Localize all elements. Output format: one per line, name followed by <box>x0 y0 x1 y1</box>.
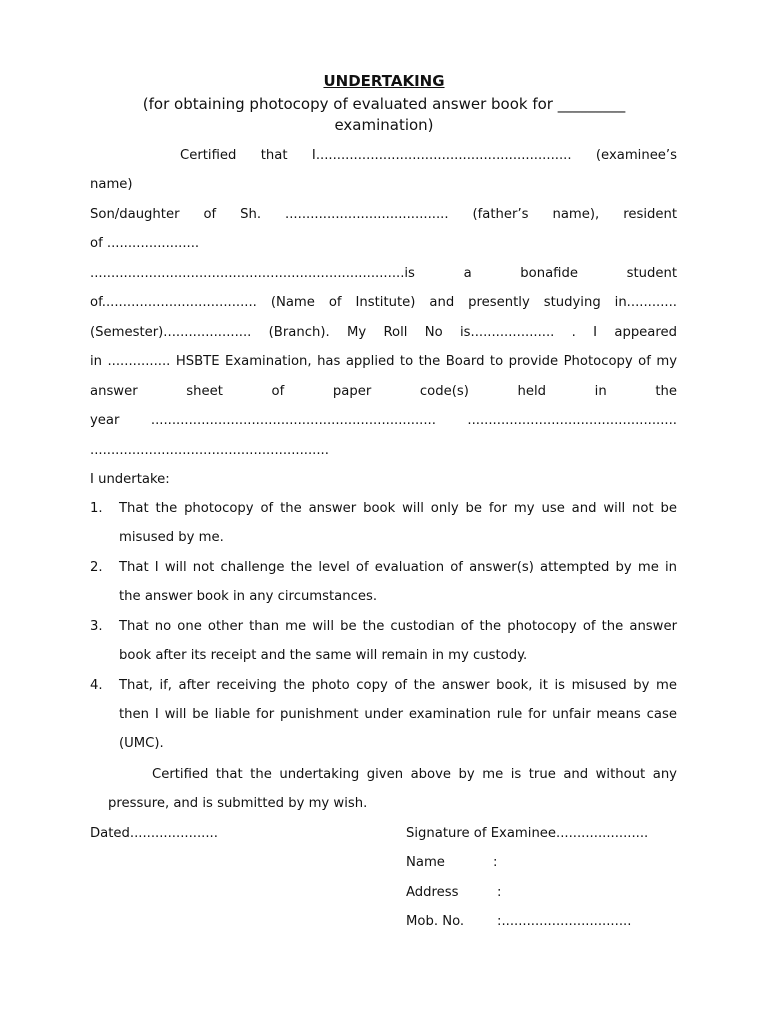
item-3 <box>119 618 677 665</box>
body-line-1: Certified that I............................................................. (examinee’s <box>180 148 677 163</box>
item-4-line-1: That, if, after receiving the photo copy of the answer book, it is misused by me <box>119 678 677 693</box>
item-2 <box>119 559 677 606</box>
item-4-line-2: then I will be liable for punishment under examination rule for unfair means case <box>119 707 677 722</box>
name-colon: : <box>493 855 498 870</box>
item-4 <box>119 677 677 753</box>
document-title: UNDERTAKING <box>323 72 445 90</box>
mob-label: Mob. No. <box>406 914 465 929</box>
body-line-8: in ............... HSBTE Examination, has applied to the Board to provide Photocopy of my <box>90 354 677 369</box>
item-3-line-1: That no one other than me will be the custodian of the photocopy of the answer <box>119 619 677 634</box>
signature-field: Signature of Examinee...................... <box>406 826 649 841</box>
item-2-number: 2. <box>90 560 103 575</box>
address-colon: : <box>497 885 502 900</box>
body-line-5: ...........................................................................is a bonafide student <box>90 266 677 281</box>
closing-line-1: Certified that the undertaking given above by me is true and without any <box>152 767 677 782</box>
body-line-10: year .................................................................... .................................................. <box>90 413 677 428</box>
item-1-number: 1. <box>90 501 103 516</box>
closing-line-2: pressure, and is submitted by my wish. <box>108 796 368 811</box>
body-line-3: Son/daughter of Sh. ....................................... (father’s name), resident <box>90 207 677 222</box>
item-2-line-2: the answer book in any circumstances. <box>119 589 378 604</box>
item-3-number: 3. <box>90 619 103 634</box>
body-line-6: of..................................... (Name of Institute) and presently studying in............ <box>90 295 677 310</box>
mob-field: :............................... <box>497 914 632 929</box>
item-4-number: 4. <box>90 678 103 693</box>
item-2-line-1: That I will not challenge the level of evaluation of answer(s) attempted by me in <box>119 560 677 575</box>
undertake-heading: I undertake: <box>90 472 170 487</box>
subtitle-line-1: (for obtaining photocopy of evaluated answer book for _________ <box>142 95 626 113</box>
body-line-9: answer sheet of paper code(s) held in the <box>90 384 677 399</box>
dated-field: Dated..................... <box>90 826 218 841</box>
body-line-7: (Semester)..................... (Branch). My Roll No is.................... . I appeared <box>90 325 677 340</box>
name-label: Name <box>406 855 445 870</box>
item-3-line-2: book after its receipt and the same will remain in my custody. <box>119 648 528 663</box>
item-1 <box>119 500 677 547</box>
body-line-2: name) <box>90 177 133 192</box>
item-1-line-2: misused by me. <box>119 530 224 545</box>
body-line-4: of ...................... <box>90 236 200 251</box>
subtitle-line-2: examination) <box>334 116 434 134</box>
document-subtitle <box>90 94 678 136</box>
item-1-line-1: That the photocopy of the answer book will only be for my use and will not be <box>119 501 677 516</box>
address-label: Address <box>406 885 459 900</box>
item-4-line-3: (UMC). <box>119 736 164 751</box>
body-line-11: ......................................................... <box>90 443 329 458</box>
